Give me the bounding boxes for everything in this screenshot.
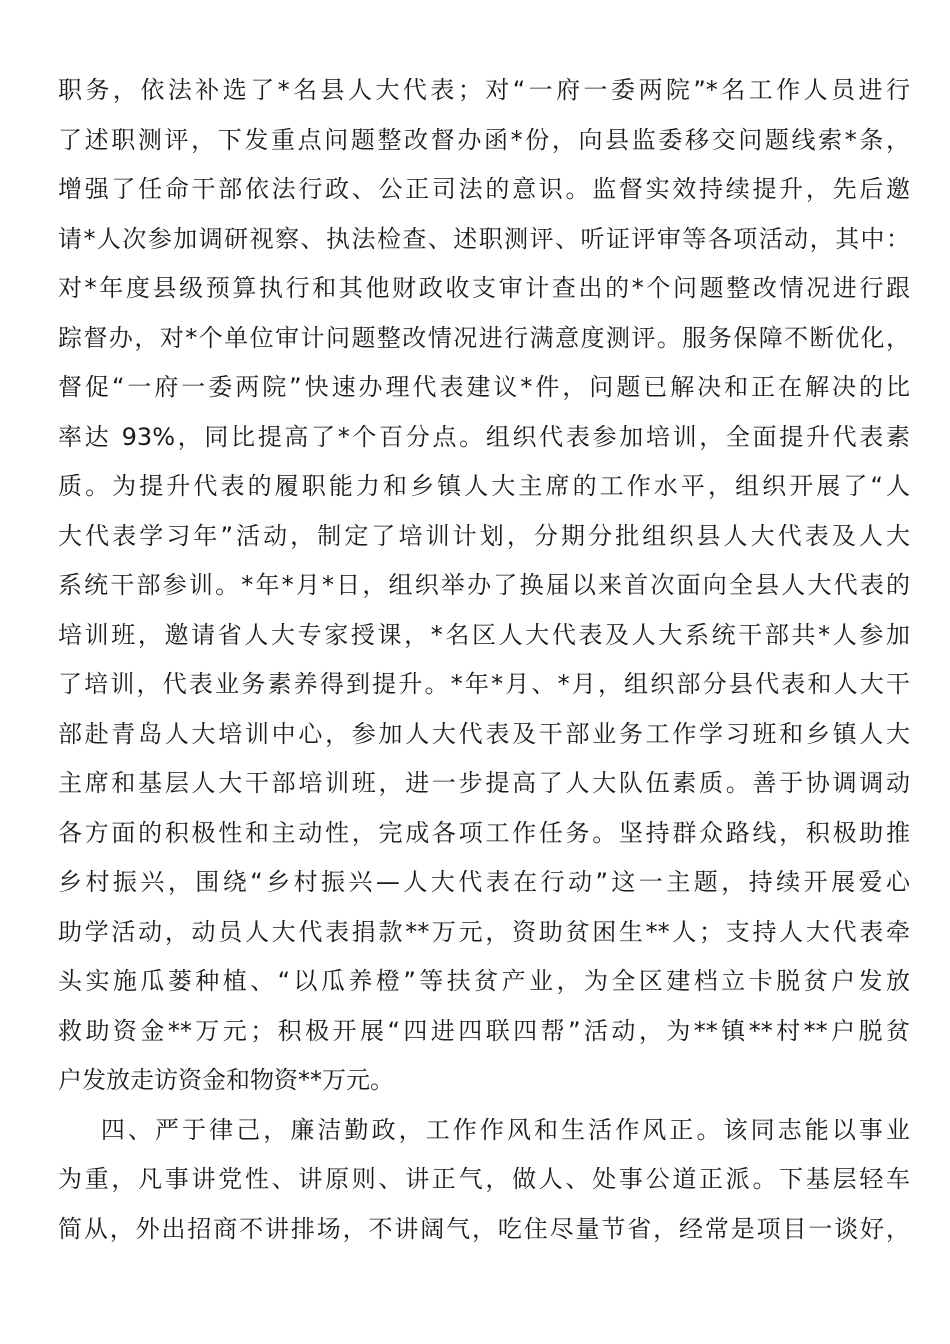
text-line: 率达 93%，同比提高了*个百分点。组织代表参加培训，全面提升代表素 bbox=[58, 422, 910, 451]
text-line: 培训班，邀请省人大专家授课，*名区人大代表及人大系统干部共*人参加 bbox=[58, 620, 910, 649]
text-line: 部赴青岛人大培训中心，参加人大代表及干部业务工作学习班和乡镇人大 bbox=[58, 719, 910, 748]
text-line: 户发放走访资金和物资**万元。 bbox=[58, 1066, 394, 1094]
body-text bbox=[58, 66, 910, 1254]
text-line: 大代表学习年”活动，制定了培训计划，分期分批组织县人大代表及人大 bbox=[58, 521, 910, 550]
text-line: 踪督办，对*个单位审计问题整改情况进行满意度测评。服务保障不断优化， bbox=[58, 323, 910, 352]
paragraph-1 bbox=[58, 66, 910, 1106]
text-line: 职务，依法补选了*名县人大代表；对“一府一委两院”*名工作人员进行 bbox=[58, 76, 910, 104]
text-line: 四、严于律己，廉洁勤政，工作作风和生活作风正。该同志能以事业 bbox=[58, 1115, 910, 1144]
text-line: 对*年度县级预算执行和其他财政收支审计查出的*个问题整改情况进行跟 bbox=[58, 274, 910, 302]
text-line: 救助资金**万元；积极开展“四进四联四帮”活动，为**镇**村**户脱贫 bbox=[58, 1016, 910, 1045]
text-line: 质。为提升代表的履职能力和乡镇人大主席的工作水平，组织开展了“人 bbox=[58, 472, 910, 500]
text-line: 简从，外出招商不讲排场，不讲阔气，吃住尽量节省，经常是项目一谈好， bbox=[58, 1214, 910, 1243]
text-line: 请*人次参加调研视察、执法检查、述职测评、听证评审等各项活动，其中： bbox=[58, 224, 910, 253]
text-line: 了培训，代表业务素养得到提升。*年*月、*月，组织部分县代表和人大干 bbox=[58, 670, 910, 698]
text-line: 为重，凡事讲党性、讲原则、讲正气，做人、处事公道正派。下基层轻车 bbox=[58, 1165, 910, 1193]
text-line: 督促“一府一委两院”快速办理代表建议*件，问题已解决和正在解决的比 bbox=[58, 373, 910, 401]
paragraph-2 bbox=[58, 1106, 910, 1255]
text-line: 系统干部参训。*年*月*日，组织举办了换届以来首次面向全县人大代表的 bbox=[58, 571, 910, 599]
text-line: 各方面的积极性和主动性，完成各项工作任务。坚持群众路线，积极助推 bbox=[58, 818, 910, 847]
text-line: 主席和基层人大干部培训班，进一步提高了人大队伍素质。善于协调调动 bbox=[58, 769, 910, 797]
text-line: 了述职测评，下发重点问题整改督办函*份，向县监委移交问题线索*条， bbox=[58, 125, 910, 154]
text-line: 助学活动，动员人大代表捐款**万元，资助贫困生**人；支持人大代表牵 bbox=[58, 917, 910, 946]
text-line: 乡村振兴，围绕“乡村振兴—人大代表在行动”这一主题，持续开展爱心 bbox=[58, 868, 910, 896]
text-line: 头实施瓜蒌种植、“以瓜养橙”等扶贫产业，为全区建档立卡脱贫户发放 bbox=[58, 967, 910, 995]
text-line: 增强了任命干部依法行政、公正司法的意识。监督实效持续提升，先后邀 bbox=[58, 175, 910, 203]
